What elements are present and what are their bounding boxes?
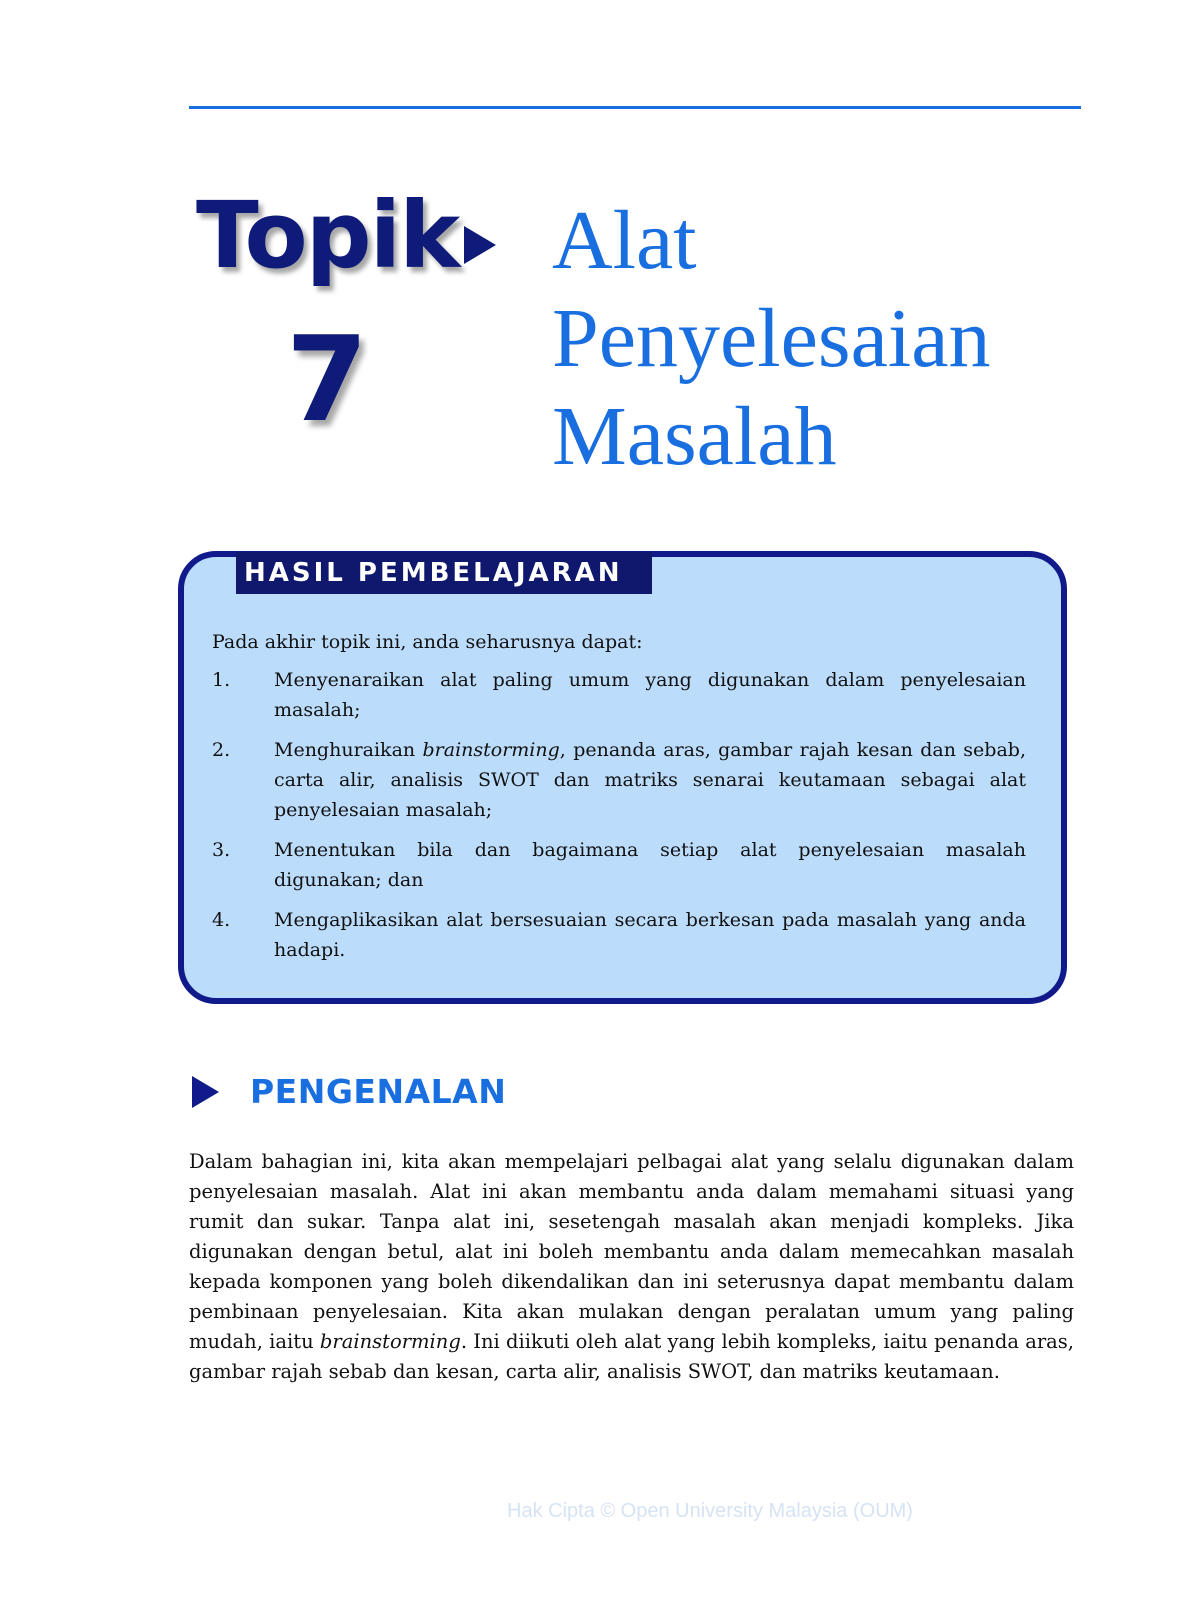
introduction-text-italic: brainstorming [319,1330,461,1353]
introduction-text-before: Dalam bahagian ini, kita akan mempelajari pelbagai alat yang selalu digunakan dalam penyelesaian masalah. Alat ini akan membantu anda dalam memahami situasi yang rumit dan sukar. Tanpa alat ini, sesetengah masalah akan menjadi kompleks. Jika digunakan dengan betul, alat ini boleh membantu anda dalam memecahkan masalah kepada komponen yang boleh dikendalikan dan ini seterusnya dapat membantu dalam pembinaan penyelesaian. Kita akan mulakan dengan peralatan umum yang paling mudah, iaitu [189,1150,1074,1353]
section-arrow-icon [192,1076,219,1108]
copyright-watermark: Hak Cipta © Open University Malaysia (OUM) [507,1500,913,1522]
section-heading: PENGENALAN [250,1072,507,1111]
outcome-text: Menyenaraikan alat paling umum yang digunakan dalam penyelesaian masalah; [274,669,1026,721]
outcome-number: 1. [212,669,231,691]
outcome-item [212,905,1026,965]
introduction-paragraph [189,1147,1074,1387]
outcome-text-after: , penanda aras, gambar rajah kesan dan sebab, carta alir, analisis SWOT dan matriks senarai keutamaan sebagai alat penyelesaian masalah; [274,739,1026,821]
topic-title [552,192,991,486]
topic-title-line-1: Alat [552,194,697,287]
outcome-text: Mengaplikasikan alat bersesuaian secara berkesan pada masalah yang anda hadapi. [274,909,1026,961]
outcome-item [212,835,1026,895]
outcome-number: 3. [212,839,231,861]
learning-outcomes-intro: Pada akhir topik ini, anda seharusnya dapat: [212,631,643,653]
outcome-item [212,665,1026,725]
learning-outcomes-list [212,665,1026,965]
outcome-number: 2. [212,739,231,761]
learning-outcomes-heading: HASIL PEMBELAJARAN [236,552,652,594]
topik-label: Topik [196,182,459,289]
topic-title-line-3: Masalah [552,390,837,483]
outcome-number: 4. [212,909,231,931]
topic-title-line-2: Penyelesaian [552,292,991,385]
introduction-text-after: . Ini diikuti oleh alat yang lebih kompleks, iaitu penanda aras, gambar rajah sebab dan kesan, carta alir, analisis SWOT, dan matriks keutamaan. [189,1330,1074,1383]
outcome-text: Menentukan bila dan bagaimana setiap alat penyelesaian masalah digunakan; dan [274,839,1026,891]
topik-number: 7 [286,310,369,448]
outcome-text [274,735,1026,825]
topik-arrow-icon [464,226,496,264]
top-rule [189,106,1081,109]
outcome-text-italic: brainstorming [422,739,560,761]
outcome-item [212,735,1026,825]
learning-outcomes-content [212,627,1026,975]
outcome-text-before: Menghuraikan [274,739,423,761]
